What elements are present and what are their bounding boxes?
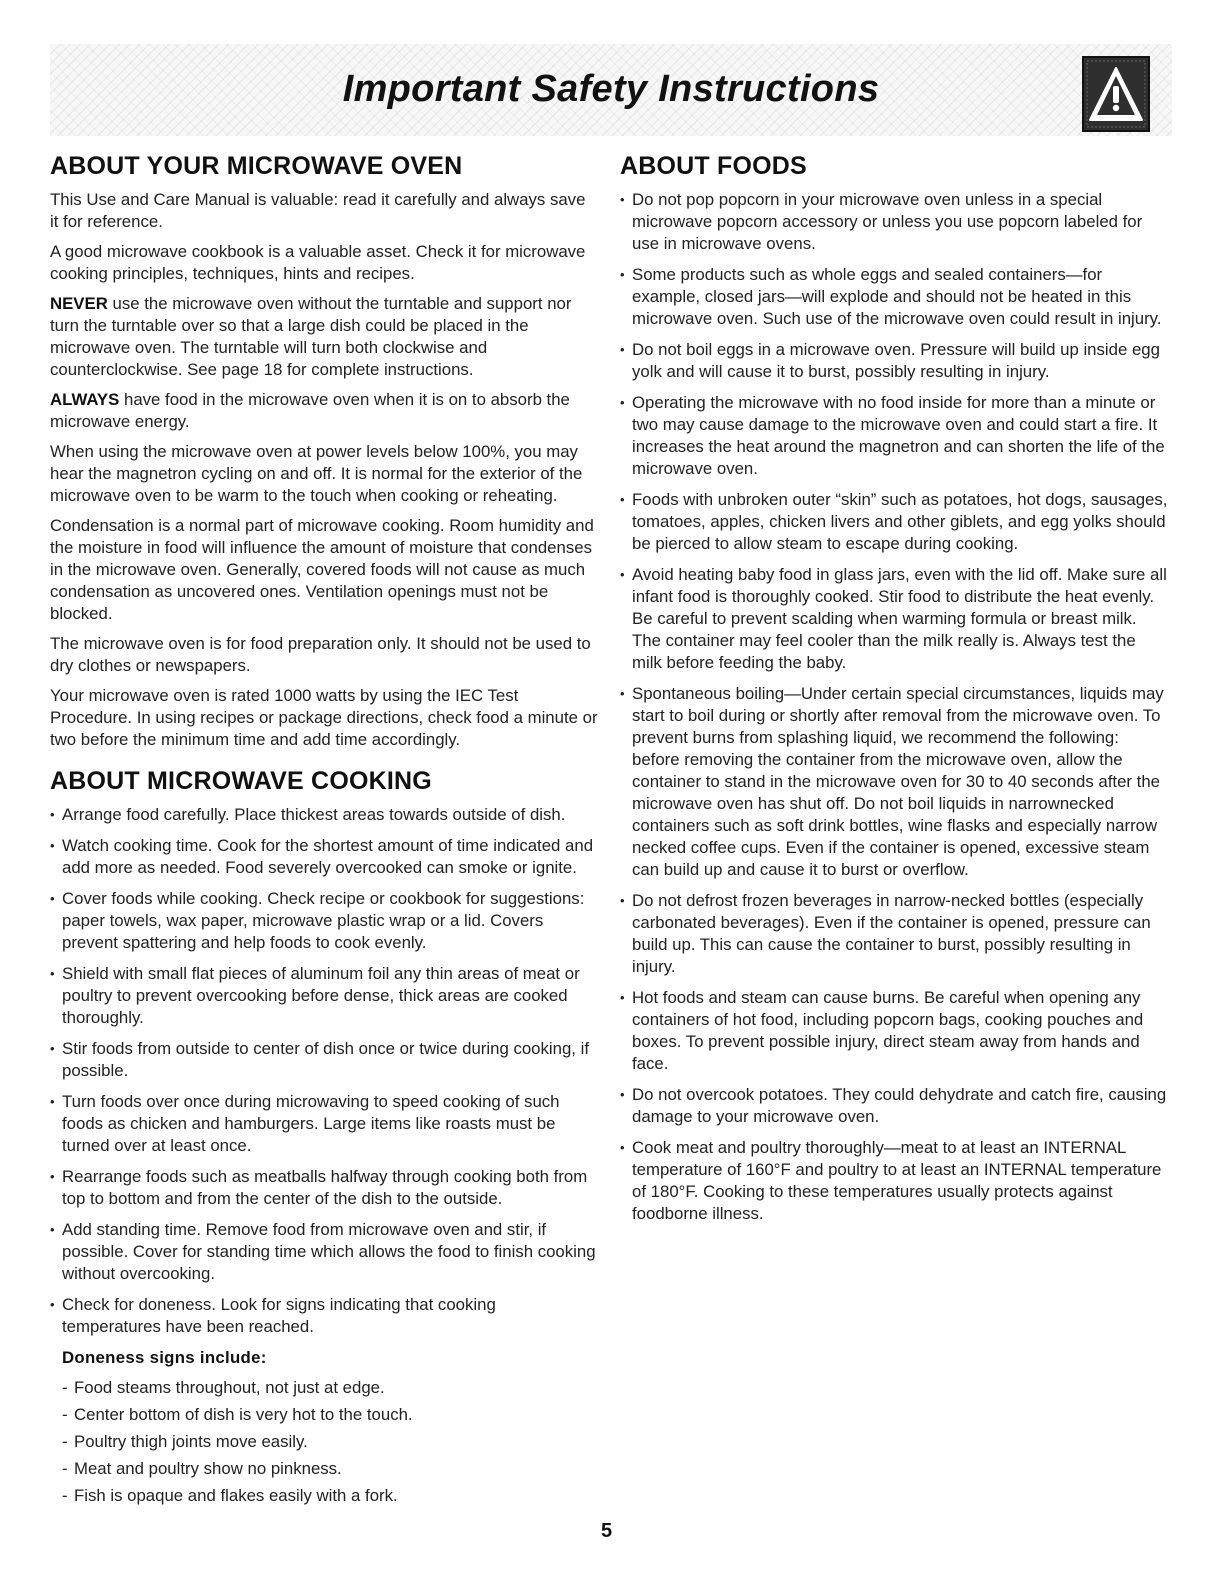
list-item: - Meat and poultry show no pinkness.: [62, 1458, 598, 1480]
list-item: • Do not pop popcorn in your microwave oven unless in a special microwave popcorn accessory or unless you use popcorn labeled for use in microwave ovens.: [620, 189, 1168, 255]
list-item: • Turn foods over once during microwaving to speed cooking of such foods as chicken and hamburgers. Large items like roasts must be turned over at least once.: [50, 1091, 598, 1157]
emphasis-never: NEVER: [50, 294, 108, 313]
paragraph-always: [50, 389, 598, 433]
section-heading-foods: ABOUT FOODS: [620, 152, 807, 180]
list-item: - Food steams throughout, not just at edge.: [62, 1377, 598, 1399]
paragraph: Condensation is a normal part of microwave cooking. Room humidity and the moisture in food will influence the amount of moisture that condenses in the microwave oven. Generally, covered foods will not cause as much condensation as uncovered ones. Ventilation openings must not be blocked.: [50, 516, 594, 623]
list-item: • Do not overcook potatoes. They could dehydrate and catch fire, causing damage to your microwave oven.: [620, 1084, 1168, 1128]
list-item: • Hot foods and steam can cause burns. Be careful when opening any containers of hot food, including popcorn bags, cooking pouches and boxes. To prevent possible injury, direct steam away from hands and face.: [620, 987, 1168, 1075]
cooking-tips-list: [50, 804, 598, 1338]
list-item: • Operating the microwave with no food inside for more than a minute or two may cause damage to the microwave oven and could start a fire. It increases the heat around the magnetron and can shorten the life of the microwave oven.: [620, 392, 1168, 480]
left-column: [50, 152, 598, 1512]
list-item: • Avoid heating baby food in glass jars, even with the lid off. Make sure all infant food is thoroughly cooked. Stir food to distribute the heat evenly. Be careful to prevent scalding when warming formula or breast milk. The container may feel cooler than the milk really is. Always test the milk before feeding the baby.: [620, 564, 1168, 674]
emphasis-always: ALWAYS: [50, 390, 120, 409]
warning-triangle-icon: [1082, 56, 1150, 132]
list-item: • Spontaneous boiling—Under certain special circumstances, liquids may start to boil during or shortly after removal from the microwave oven. To prevent burns from splashing liquid, we recommend the following: before removing the container from the microwave oven, allow the container to stand in the microwave oven for 30 to 40 seconds after the microwave oven has shut off. Do not boil liquids in narrownecked containers such as soft drink bottles, wine flasks and especially narrow necked coffee cups. Even if the container is opened, excessive steam can build up and cause it to burst or overflow.: [620, 683, 1168, 881]
list-item: • Stir foods from outside to center of dish once or twice during cooking, if possible.: [50, 1038, 598, 1082]
list-item: • Foods with unbroken outer “skin” such as potatoes, hot dogs, sausages, tomatoes, apples, chicken livers and other giblets, and egg yolks should be pierced to allow steam to escape during cooking.: [620, 489, 1168, 555]
paragraph-text: have food in the microwave oven when it is on to absorb the microwave energy.: [50, 390, 570, 431]
list-item: • Do not boil eggs in a microwave oven. Pressure will build up inside egg yolk and will cause it to burst, possibly resulting in injury.: [620, 339, 1168, 383]
list-item: • Do not defrost frozen beverages in narrow-necked bottles (especially carbonated beverages). Even if the container is opened, pressure can build up. This can cause the container to burst, possibly resulting in injury.: [620, 890, 1168, 978]
paragraph: When using the microwave oven at power levels below 100%, you may hear the magnetron cycling on and off. It is normal for the exterior of the microwave oven to be warm to the touch when cooking or reheating.: [50, 442, 583, 505]
page-title: Important Safety Instructions: [342, 68, 880, 110]
list-item: - Poultry thigh joints move easily.: [62, 1431, 598, 1453]
doneness-list: [50, 1377, 598, 1507]
list-item: • Check for doneness. Look for signs indicating that cooking temperatures have been reached.: [50, 1294, 598, 1338]
paragraph: Your microwave oven is rated 1000 watts by using the IEC Test Procedure. In using recipes or package directions, check food a minute or two before the minimum time and add time accordingly.: [50, 686, 598, 749]
paragraph: The microwave oven is for food preparation only. It should not be used to dry clothes or newspapers.: [50, 634, 591, 675]
list-item: • Shield with small flat pieces of aluminum foil any thin areas of meat or poultry to prevent overcooking before dense, thick areas are cooked thoroughly.: [50, 963, 598, 1029]
doneness-heading: Doneness signs include:: [62, 1348, 267, 1367]
section-heading-microwave-oven: ABOUT YOUR MICROWAVE OVEN: [50, 152, 463, 180]
list-item: • Some products such as whole eggs and sealed containers—for example, closed jars—will explode and should not be heated in this microwave oven. Such use of the microwave oven could result in injury.: [620, 264, 1168, 330]
paragraph-text: use the microwave oven without the turntable and support nor turn the turntable over so that a large dish could be placed in the microwave oven. The turntable will turn both clockwise and counterclockwise. See page 18 for complete instructions.: [50, 294, 572, 379]
paragraph: This Use and Care Manual is valuable: read it carefully and always save it for reference.: [50, 190, 586, 231]
page-number: 5: [600, 1520, 613, 1542]
paragraph-never: [50, 293, 598, 381]
paragraph: A good microwave cookbook is a valuable asset. Check it for microwave cooking principles, techniques, hints and recipes.: [50, 242, 586, 283]
header-banner: [50, 44, 1172, 136]
list-item: • Cook meat and poultry thoroughly—meat to at least an INTERNAL temperature of 160°F and poultry to at least an INTERNAL temperature of 180°F. Cooking to these temperatures usually protects against foodborne illness.: [620, 1137, 1168, 1225]
list-item: - Center bottom of dish is very hot to the touch.: [62, 1404, 598, 1426]
list-item: - Fish is opaque and flakes easily with a fork.: [62, 1485, 598, 1507]
list-item: • Add standing time. Remove food from microwave oven and stir, if possible. Cover for standing time which allows the food to finish cooking without overcooking.: [50, 1219, 598, 1285]
list-item: • Rearrange foods such as meatballs halfway through cooking both from top to bottom and from the center of the dish to the outside.: [50, 1166, 598, 1210]
section-heading-microwave-cooking: ABOUT MICROWAVE COOKING: [50, 767, 432, 795]
right-column: [620, 152, 1168, 1234]
list-item: • Cover foods while cooking. Check recipe or cookbook for suggestions: paper towels, wax paper, microwave plastic wrap or a lid. Covers prevent spattering and help foods to cook evenly.: [50, 888, 598, 954]
foods-list: [620, 189, 1168, 1225]
list-item: • Arrange food carefully. Place thickest areas towards outside of dish.: [50, 804, 598, 826]
list-item: • Watch cooking time. Cook for the shortest amount of time indicated and add more as needed. Food severely overcooked can smoke or ignite.: [50, 835, 598, 879]
